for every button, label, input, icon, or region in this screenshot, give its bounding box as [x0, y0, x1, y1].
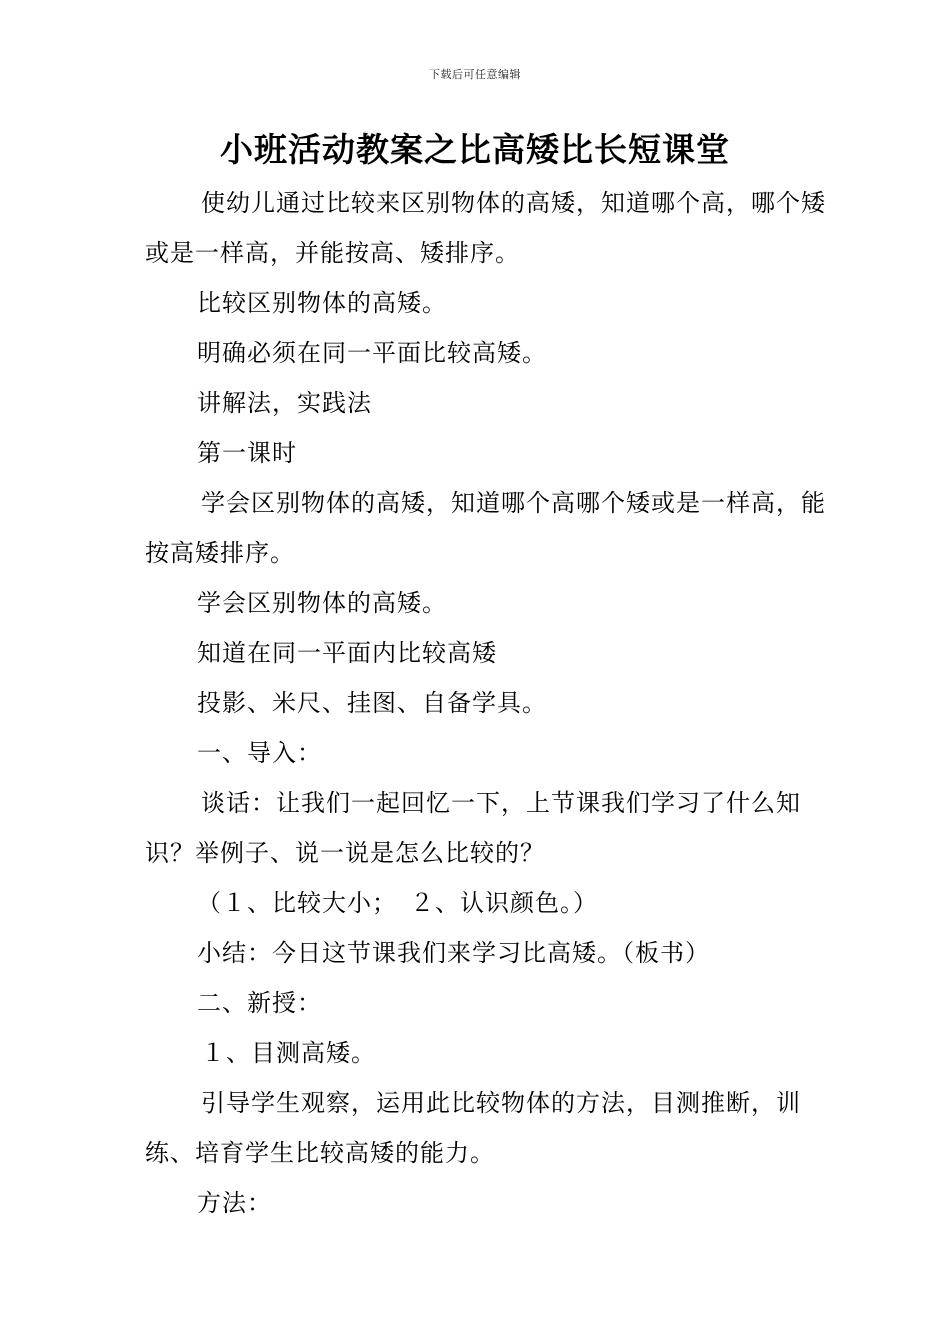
paragraph-summary: 小结：今日这节课我们来学习比高矮。（板书） [197, 939, 710, 967]
paragraph-difficulty: 明确必须在同一平面比较高矮。 [197, 339, 547, 367]
paragraph-goal: 使幼儿通过比较来区别物体的高矮，知道哪个高，哪个矮或是一样高，并能按高、矮排序。 [145, 189, 826, 267]
paragraph-step-one: １、目测高矮。 [201, 1039, 376, 1067]
page-title: 小班活动教案之比高矮比长短课堂 [220, 130, 730, 169]
paragraph-lesson-difficulty: 知道在同一平面内比较高矮 [197, 639, 497, 667]
paragraph-key-point: 比较区别物体的高矮。 [197, 289, 447, 317]
header-note: 下载后可任意编辑 [429, 68, 521, 81]
paragraph-section-intro: 一、导入： [197, 739, 322, 767]
paragraph-approach: 方法： [197, 1189, 272, 1217]
paragraph-review: （１、比较大小； ２、认识颜色。） [197, 889, 598, 917]
paragraph-guide: 引导学生观察，运用此比较物体的方法，目测推断，训练、培育学生比较高矮的能力。 [145, 1089, 801, 1167]
paragraph-talk: 谈话：让我们一起回忆一下，上节课我们学习了什么知识？举例子、说一说是怎么比较的？ [145, 789, 801, 867]
paragraph-lesson-key: 学会区别物体的高矮。 [197, 589, 447, 617]
paragraph-lesson-one: 第一课时 [197, 439, 297, 467]
paragraph-section-new: 二、新授： [197, 989, 322, 1017]
document-body [145, 178, 835, 1228]
paragraph-lesson-goal: 学会区别物体的高矮，知道哪个高哪个矮或是一样高，能按高矮排序。 [145, 489, 826, 567]
paragraph-method: 讲解法，实践法 [197, 389, 372, 417]
paragraph-materials: 投影、米尺、挂图、自备学具。 [197, 689, 547, 717]
